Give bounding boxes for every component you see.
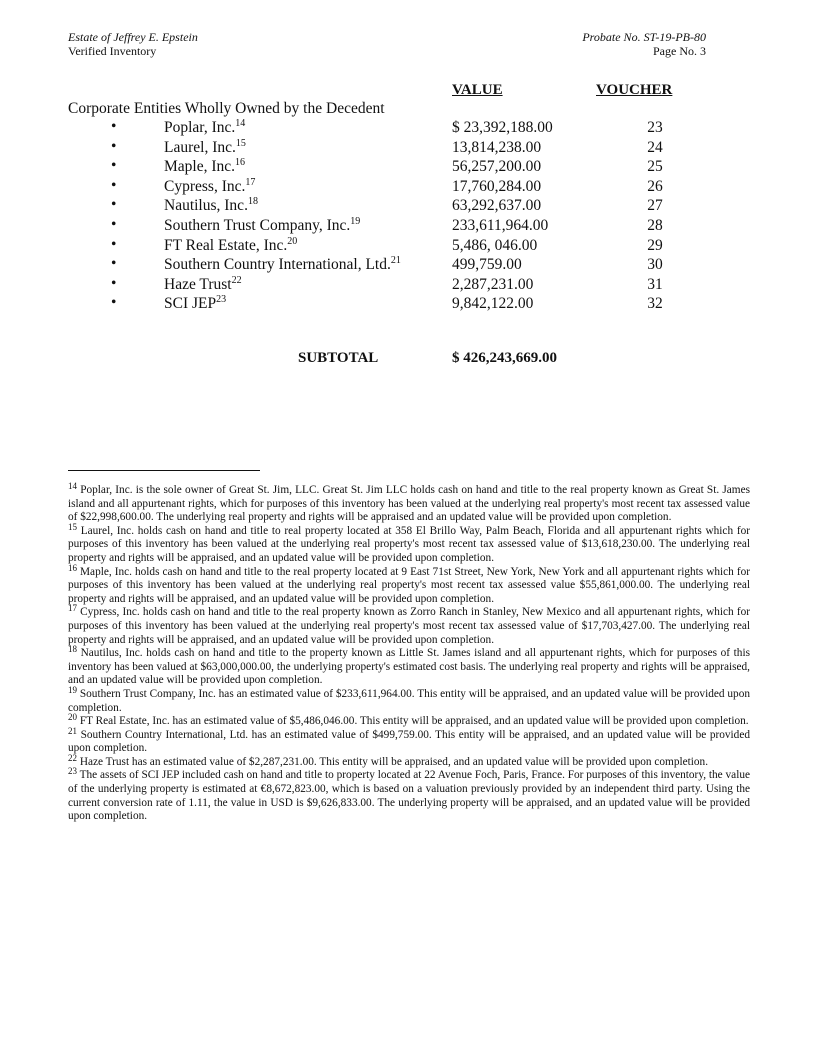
bullet-icon: • (111, 255, 117, 273)
footnote-number: 16 (68, 562, 77, 573)
subtotal-label: SUBTOTAL (298, 350, 379, 366)
footnote-ref: 16 (235, 157, 246, 169)
entity-name: SCI JEP$^{23}$ (164, 294, 227, 313)
footnote-number: 19 (68, 684, 77, 695)
entity-voucher: 32 (647, 295, 663, 313)
estate-name: Estate of Jeffrey E. Epstein (68, 30, 198, 44)
footnote-number: 22 (68, 752, 77, 763)
subtotal-value: $ 426,243,669.00 (452, 350, 557, 366)
header-left (68, 30, 198, 58)
entity-row (0, 276, 816, 296)
document-type: Verified Inventory (68, 44, 157, 58)
footnote-ref: 19 (350, 216, 361, 227)
footnote-number: 23 (68, 766, 77, 777)
footnote-ref: 17 (245, 176, 256, 188)
entity-value: 499,759.00 (452, 256, 522, 274)
footnote-ref: 23 (216, 294, 227, 306)
entity-value: 13,814,238.00 (452, 138, 542, 156)
footnote-text: Southern Country International, Ltd. has an estimated value of $499,759.00. This entity will be appraised, and an updated value will be provided upon completion. (68, 728, 750, 755)
footnote (68, 752, 750, 770)
bullet-icon: • (111, 235, 117, 253)
entity-voucher: 26 (647, 177, 663, 195)
entity-voucher: 27 (647, 197, 663, 215)
footnote-text: Maple, Inc. holds cash on hand and title to the real property located at 9 East 71st Street, New York, New York and all appurtenant rights which for purposes of this inventory has been valued at the underlying real property's most recent tax assessed value $55,861,000.00. The underlying real property and rights will be appraised, and an updated value will be provided upon completion. (68, 565, 750, 605)
entity-name: Southern Trust Company, Inc.$^{19}$ (164, 216, 361, 234)
footnote-text: FT Real Estate, Inc. has an estimated value of $5,486,046.00. This entity will be appraised, and an updated value will be provided upon completion. (77, 715, 749, 728)
entity-row (0, 295, 816, 315)
voucher-column-header: VOUCHER (596, 82, 673, 98)
entity-value: 56,257,200.00 (452, 158, 542, 176)
entity-name: Poplar, Inc.$^{14}$ (164, 118, 246, 136)
probate-number: Probate No. ST-19-PB-80 (582, 30, 706, 44)
footnote-text: Haze Trust has an estimated value of $2,287,231.00. This entity will be appraised, and an updated value will be provided upon completion. (77, 755, 709, 768)
entity-voucher: 31 (647, 275, 663, 293)
footnote (68, 725, 750, 756)
entity-voucher: 28 (647, 217, 663, 234)
bullet-icon: • (111, 137, 117, 155)
entity-voucher: 23 (647, 119, 663, 136)
entity-name: Haze Trust$^{22}$ (164, 274, 242, 293)
footnote-text: Cypress, Inc. holds cash on hand and title to the real property known as Zorro Ranch in Stanley, New Mexico and all appurtenant rights, which for purposes of this inventory has been valued at the underlying real property's most recent tax assessed value of $17,703,427.00. The underlying real property and rights will be appraised, and an updated value will be provided upon completion. (68, 606, 750, 646)
entity-row (0, 237, 816, 257)
entity-voucher: 25 (647, 158, 663, 176)
footnote-divider (68, 470, 260, 471)
entity-name: Laurel, Inc.$^{15}$ (164, 137, 246, 156)
entity-value: 17,760,284.00 (452, 177, 542, 195)
entity-row (0, 197, 816, 217)
bullet-icon: • (111, 176, 117, 194)
footnote (68, 562, 750, 607)
entity-row (0, 158, 816, 178)
footnote-ref: 22 (231, 274, 242, 286)
section-title: Corporate Entities Wholly Owned by the Decedent (68, 100, 385, 117)
footnote-text: The assets of SCI JEP included cash on hand and title to property located at 22 Avenue Foch, Paris, France. For purposes of this inventory, the value of the underlying property is estimated at €8,672,823.00, which is based on a valuation previously provided by an independent third party. Using the current conversion rate of 1.11, the value in USD is $9,626,833.00. The underlying property will be appraised, and an updated value will be provided upon completion. (68, 769, 750, 823)
value-column-header: VALUE (452, 82, 503, 98)
bullet-icon: • (111, 118, 117, 135)
entity-row (0, 139, 816, 159)
footnote-ref: 21 (390, 255, 401, 267)
footnote (68, 684, 750, 715)
footnote (68, 644, 750, 688)
entity-name: Cypress, Inc.$^{17}$ (164, 176, 256, 195)
entity-name: FT Real Estate, Inc.$^{20}$ (164, 235, 298, 254)
footnotes (68, 481, 750, 824)
footnote-ref: 20 (287, 235, 298, 247)
footnote (68, 712, 750, 729)
entity-row (0, 178, 816, 198)
footnote-number: 18 (68, 644, 77, 655)
footnote-text: Poplar, Inc. is the sole owner of Great St. Jim, LLC. Great St. Jim LLC holds cash on hand and title to the real property known as Great St. James island and all appurtenant rights, which for purposes of this inventory has been valued at the underlying real property's most recent tax assessed value of $22,998,600.00. The underlying real property and rights will be appraised and an updated value will be provided upon completion. (68, 484, 750, 524)
footnote (68, 603, 750, 647)
entity-row (0, 256, 816, 276)
footnote-text: Laurel, Inc. holds cash on hand and title to real property located at 358 El Brillo Way, Palm Beach, Florida and all appurtenant rights which for purposes of this inventory has been valued at the underlying real property's most recent tax assessed value of $13,618,230.00. The underlying real property and rights will be appraised, and an updated value will be provided upon completion. (68, 524, 750, 564)
entity-value: $ 23,392,188.00 (452, 119, 553, 136)
entity-value: 63,292,637.00 (452, 197, 542, 215)
footnote (68, 766, 750, 823)
entity-voucher: 30 (647, 256, 663, 274)
footnote-ref: 15 (235, 137, 246, 149)
entity-value: 233,611,964.00 (452, 217, 549, 234)
entity-value: 9,842,122.00 (452, 295, 534, 313)
entity-voucher: 24 (647, 138, 663, 156)
entity-row (0, 217, 816, 237)
footnote-number: 14 (68, 481, 77, 491)
entity-row (0, 119, 816, 139)
bullet-icon: • (111, 294, 117, 312)
bullet-icon: • (111, 157, 117, 175)
footnote (68, 521, 750, 566)
page-number: Page No. 3 (653, 44, 706, 58)
entity-name: Southern Country International, Ltd.$^{21}$ (164, 255, 401, 274)
footnote-ref: 18 (247, 196, 258, 208)
entity-voucher: 29 (647, 236, 663, 254)
entity-name: Nautilus, Inc.$^{18}$ (164, 196, 258, 215)
entity-value: 5,486, 046.00 (452, 236, 538, 254)
footnote-number: 17 (68, 603, 77, 614)
footnote-ref: 14 (235, 118, 246, 129)
entity-value: 2,287,231.00 (452, 275, 534, 293)
entity-name: Maple, Inc.$^{16}$ (164, 157, 246, 176)
footnote (68, 481, 750, 525)
header-right (582, 30, 706, 58)
bullet-icon: • (111, 216, 117, 233)
footnote-number: 21 (68, 725, 77, 736)
bullet-icon: • (111, 274, 117, 292)
footnote-text: Southern Trust Company, Inc. has an estimated value of $233,611,964.00. This entity will be appraised, and an updated value will be provided upon completion. (68, 687, 750, 714)
bullet-icon: • (111, 196, 117, 214)
footnote-text: Nautilus, Inc. holds cash on hand and title to the property known as Little St. James island and all appurtenant rights, which for purposes of this inventory has been valued at $63,000,000.00, the underlying property's estimated cost basis. The underlying real property and rights will be appraised, and an updated value will be provided upon completion. (68, 647, 750, 687)
footnote-number: 15 (68, 521, 77, 532)
footnote-number: 20 (68, 712, 77, 723)
